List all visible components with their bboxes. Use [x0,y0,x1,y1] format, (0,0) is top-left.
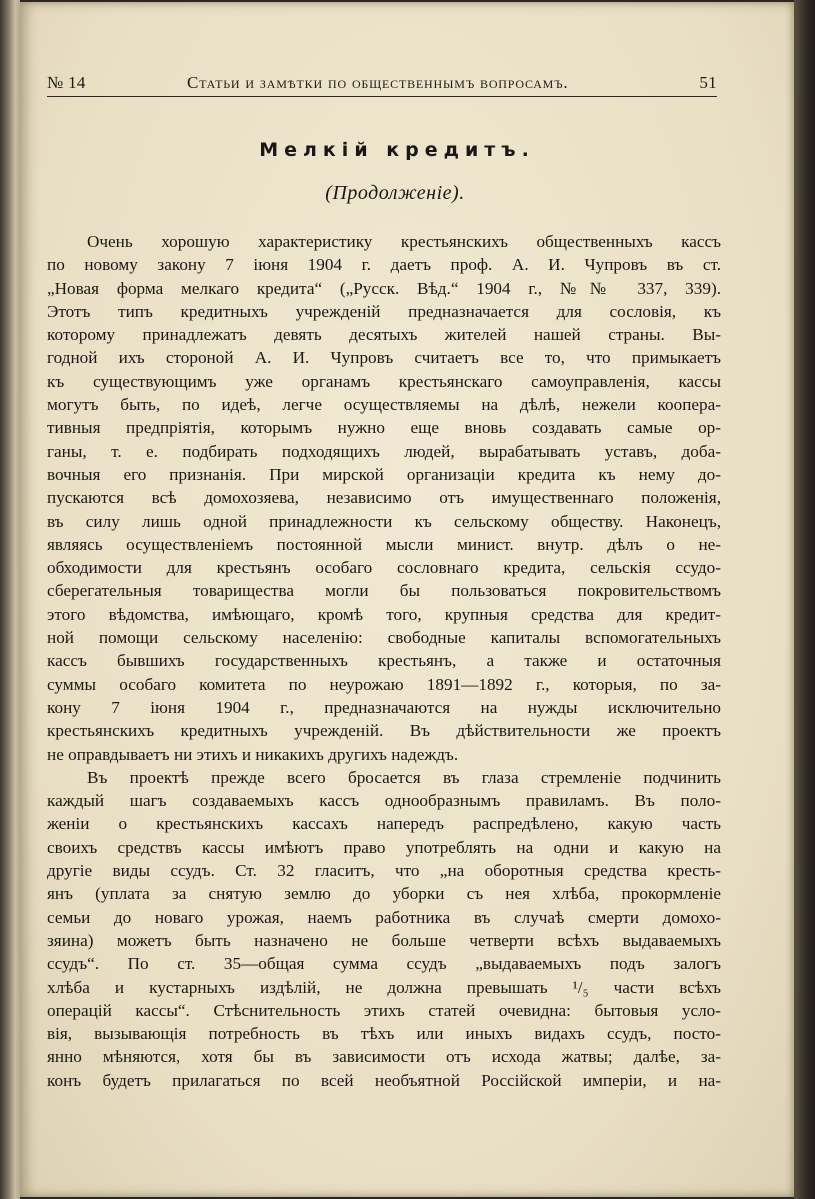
text-line: не оправдываетъ ни этихъ и никакихъ другихъ надеждъ. [47,744,459,764]
text-line: сберегательныя товарищества могли бы пользоваться покровительствомъ [47,581,721,601]
text-line: другіе виды ссудъ. Ст. 32 гласитъ, что „на оборотныя средства кресть- [47,861,721,881]
text-line: по новому закону 7 іюня 1904 г. даетъ проф. А. И. Чупровъ въ ст. [47,255,721,275]
text-line: конъ будетъ прилагаться по всей необъятной Россійской имперіи, и на- [47,1070,721,1090]
text-line: годной ихъ стороной А. И. Чупровъ считаетъ все то, что примыкаетъ [47,348,721,368]
text-line: женіи о крестьянскихъ кассахъ напередъ распредѣлено, какую часть [47,814,721,834]
text-line: семьи до новаго урожая, наемъ работника въ случаѣ смерти домохо- [47,907,721,927]
issue-number: № 14 [47,73,86,92]
section-title: Статьи и замѣтки по общественнымъ вопросамъ. [187,73,569,92]
text-line: ной помощи сельскому населенію: свободные капиталы вспомогательныхъ [47,628,721,648]
text-line: пускаются всѣ домохозяева, независимо отъ имущественнаго положенія, [47,488,721,508]
text-line: которому принадлежатъ девять десятыхъ жителей нашей страны. Вы- [47,325,721,345]
text-line: зяина) можетъ быть назначено не больше четверти всѣхъ выдаваемыхъ [47,930,721,950]
text-line: вія, вызывающія потребность въ тѣхъ или иныхъ видахъ ссудъ, посто- [47,1024,721,1044]
text-line: ганы, т. е. подбирать подходящихъ людей, вырабатывать уставъ, доба- [47,441,721,461]
text-line: кассъ бывшихъ государственныхъ крестьянъ, а также и остаточныя [47,651,721,671]
page-number: 51 [699,73,717,92]
text-line: являясь осуществленіемъ постоянной мысли минист. внутр. дѣлъ о не- [47,534,721,554]
text-line: Въ проектѣ прежде всего бросается въ глаза стремленіе подчинить [87,767,721,787]
text-line: ссудъ“. По ст. 35—общая сумма ссудъ „выдаваемыхъ подъ залогъ [47,954,721,974]
text-line: вочныя его признанія. При мирской организаціи кредита къ нему до- [47,464,721,484]
article-subtitle: (Продолженіе). [325,182,465,204]
left-page-edge [0,0,20,1199]
text-line: хлѣба и кустарныхъ издѣлій, не должна превышать ¹/₅ части всѣхъ [47,977,721,997]
running-header [47,73,721,97]
text-line: Очень хорошую характеристику крестьянскихъ общественныхъ кассъ [87,232,721,251]
text-line: этого вѣдомства, имѣющаго, кромѣ того, крупныя средства для кредит- [47,604,721,624]
text-line: кону 7 іюня 1904 г., предназначаются на нужды исключительно [47,697,721,717]
header-divider [47,96,717,97]
text-line: къ существующимъ уже органамъ крестьянскаго самоуправленія, кассы [47,371,721,391]
text-line: операцій кассы“. Стѣснительность этихъ статей очевидна: бытовыя усло- [47,1000,721,1020]
right-page-edge [794,0,815,1199]
text-line: крестьянскихъ кредитныхъ учрежденій. Въ дѣйствительности же проектъ [47,721,721,741]
text-line: въ силу лишь одной принадлежности къ сельскому обществу. Наконецъ, [47,511,721,531]
text-line: своихъ средствъ кассы имѣютъ право употреблять на одни и какую на [47,837,721,857]
text-line: Этотъ типъ кредитныхъ учрежденій предназначается для сословія, къ [47,301,721,321]
text-line: „Новая форма мелкаго кредита“ („Русск. Вѣд.“ 1904 г., №№ 337, 339). [47,278,721,298]
article-body [47,230,721,1092]
article-title: Мелкій кредитъ. [259,139,535,161]
text-line: тивныя предпріятія, которымъ нужно еще вновь создавать самые ор- [47,418,721,438]
text-line: могутъ быть, по идеѣ, легче осуществляемы на дѣлѣ, нежели коопера- [47,395,721,415]
text-line: каждый шагъ создаваемыхъ кассъ однообразнымъ правиламъ. Въ поло- [47,791,721,811]
text-line: янъ (уплата за снятую землю до уборки съ нея хлѣба, прокормленіе [47,884,721,904]
text-line: обходимости для крестьянъ особаго сословнаго кредита, сельскія ссудо- [47,558,721,578]
text-line: янно мѣняются, хотя бы въ зависимости отъ исхода жатвы; далѣе, за- [47,1047,721,1067]
text-line: суммы особаго комитета по неурожаю 1891—1892 г., которыя, по за- [47,674,721,694]
